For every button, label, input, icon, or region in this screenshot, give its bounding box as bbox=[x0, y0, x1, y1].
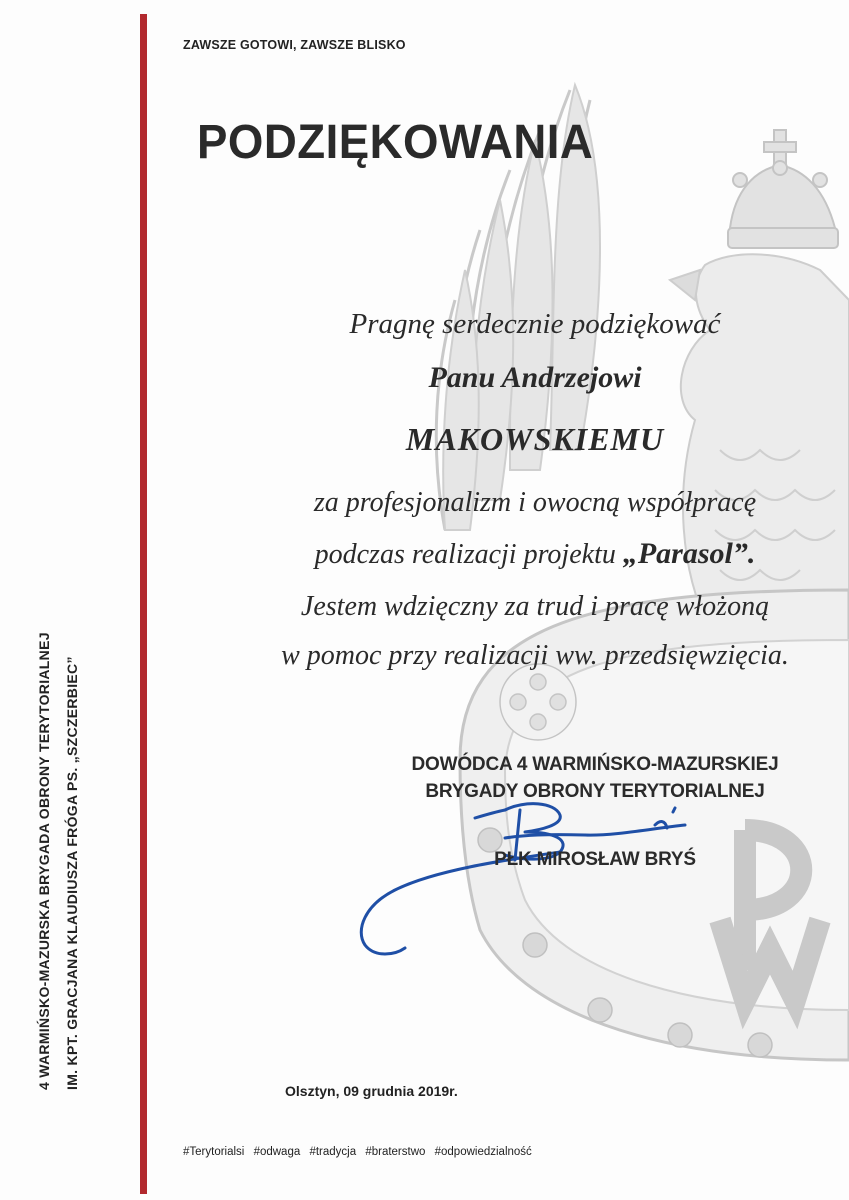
hashtags bbox=[183, 1146, 538, 1158]
hashtag: #odpowiedzialność bbox=[434, 1146, 532, 1158]
signatory-title-line-2: BRYGADY OBRONY TERYTORIALNEJ bbox=[425, 781, 765, 802]
body-line-6: Jestem wdzięczny za trud i pracę włożoną bbox=[300, 591, 770, 622]
date-place: Olsztyn, 09 grudnia 2019r. bbox=[285, 1083, 458, 1099]
page-title: PODZIĘKOWANIA bbox=[197, 116, 594, 169]
red-vertical-rule bbox=[140, 14, 147, 1194]
hashtag: #odwaga bbox=[253, 1146, 301, 1158]
recipient-last-name: MAKOWSKIEMU bbox=[405, 421, 665, 457]
recipient-first-name: Panu Andrzejowi bbox=[428, 361, 642, 394]
vertical-unit-name bbox=[30, 190, 86, 1090]
side-line-1: 4 WARMIŃSKO-MAZURSKA BRYGADA OBRONY TERYTORIALNEJ bbox=[36, 632, 52, 1090]
unit-motto: ZAWSZE GOTOWI, ZAWSZE BLISKO bbox=[183, 38, 406, 52]
hashtag: #Terytorialsi bbox=[183, 1146, 245, 1158]
signatory-name: PŁK MIROSŁAW BRYŚ bbox=[494, 849, 696, 870]
body-line-4: za profesjonalizm i owocną współpracę bbox=[313, 487, 757, 518]
hashtag: #tradycja bbox=[309, 1146, 357, 1158]
project-name: „Parasol”. bbox=[622, 537, 756, 570]
signatory-title-line-1: DOWÓDCA 4 WARMIŃSKO-MAZURSKIEJ bbox=[411, 754, 779, 775]
hashtag: #braterstwo bbox=[365, 1146, 426, 1158]
body-line-5 bbox=[160, 537, 849, 571]
body-line-7: w pomoc przy realizacji ww. przedsięwzięcia. bbox=[281, 640, 789, 671]
handwritten-signature-icon bbox=[355, 790, 715, 960]
body-line-5-prefix: podczas realizacji projektu bbox=[314, 539, 616, 570]
body-line-1: Pragnę serdecznie podziękować bbox=[349, 308, 721, 340]
side-line-2: IM. KPT. GRACJANA KLAUDIUSZA FRÓGA PS. „SZCZERBIEC” bbox=[64, 656, 80, 1090]
